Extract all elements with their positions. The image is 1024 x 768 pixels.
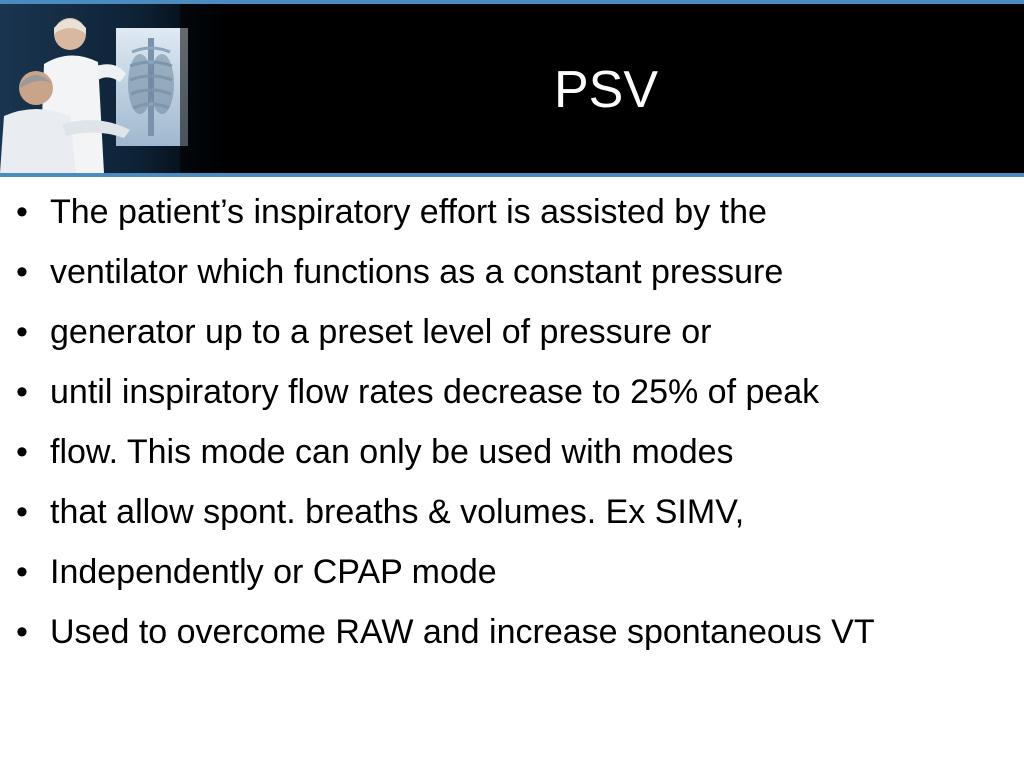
- bullet-marker: •: [16, 313, 28, 351]
- bullet-item: [14, 308, 1009, 356]
- bullet-text: Independently or CPAP mode: [50, 553, 497, 591]
- bullet-marker: •: [16, 373, 28, 411]
- bullet-item: [14, 188, 1009, 236]
- bullet-item: [14, 428, 1009, 476]
- bullet-marker: •: [16, 433, 28, 471]
- bullet-item: [14, 488, 1009, 536]
- bullet-marker: •: [16, 253, 28, 291]
- header-band: [0, 0, 1024, 177]
- bullet-item: [14, 548, 1009, 596]
- bullet-text: ventilator which functions as a constant pressure: [50, 253, 784, 291]
- bullet-text: Used to overcome RAW and increase spontaneous VT: [50, 613, 875, 651]
- bullet-list: [14, 188, 1009, 668]
- bottom-accent-rule: [0, 173, 1024, 177]
- bullet-marker: •: [16, 613, 28, 651]
- bullet-text: that allow spont. breaths & volumes. Ex SIMV,: [50, 493, 745, 531]
- bullet-marker: •: [16, 493, 28, 531]
- bullet-marker: •: [16, 193, 28, 231]
- slide-title: PSV: [553, 61, 659, 119]
- bullet-item: [14, 248, 1009, 296]
- bullet-text: until inspiratory flow rates decrease to 25% of peak: [50, 373, 820, 411]
- bullet-text: generator up to a preset level of pressure or: [50, 313, 712, 351]
- bullet-item: [14, 608, 1009, 656]
- bullet-marker: •: [16, 553, 28, 591]
- bullet-text: The patient’s inspiratory effort is assisted by the: [50, 193, 767, 231]
- bullet-text: flow. This mode can only be used with modes: [50, 433, 734, 471]
- doctors-xray-photo: [0, 4, 230, 173]
- bullet-item: [14, 368, 1009, 416]
